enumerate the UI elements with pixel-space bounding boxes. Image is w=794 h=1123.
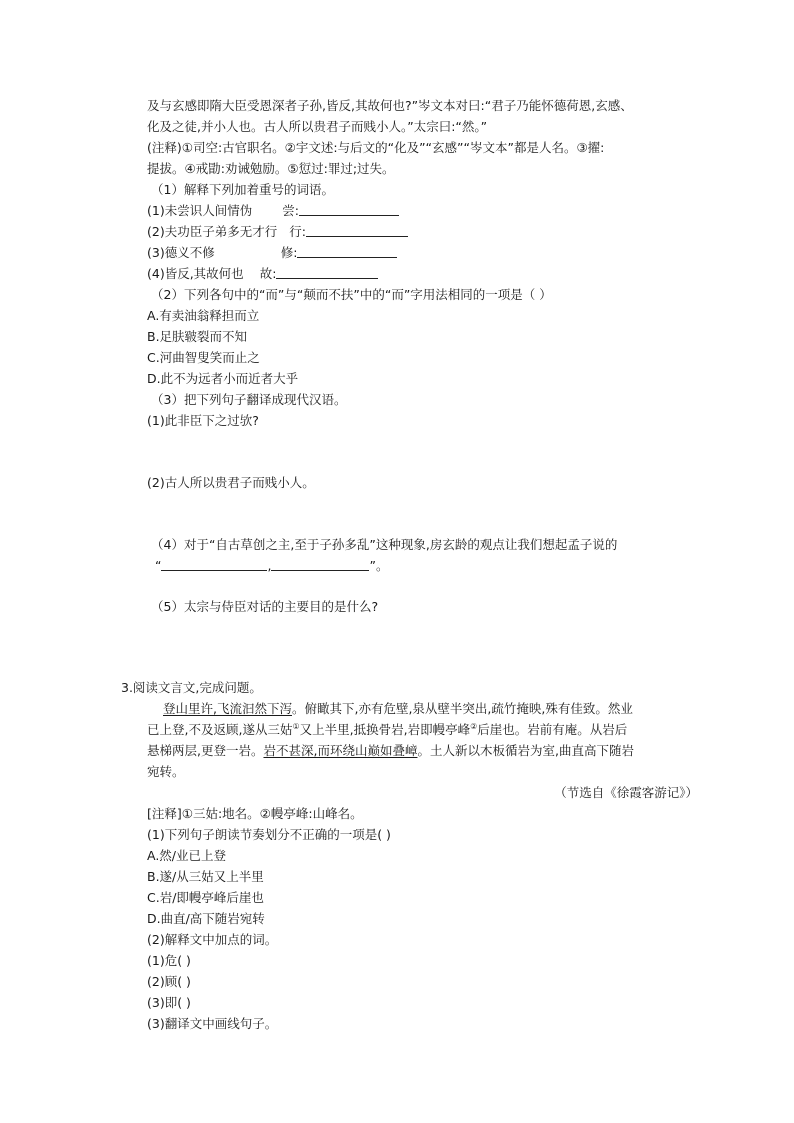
passage-text-line: 登山里许,飞流汩然下泻。俯瞰其下,亦有危壁,泉从壁半突出,疏竹掩映,殊有佳致。然业	[163, 701, 633, 716]
answer-blank[interactable]	[306, 223, 408, 237]
option-b: B.遂/从三姑又上半里	[147, 869, 264, 884]
answer-blank[interactable]	[297, 244, 397, 258]
section-heading: 3.阅读文言文,完成问题。	[121, 680, 262, 695]
option-d: D.曲直/高下随岩宛转	[147, 911, 265, 926]
option-d: D.此不为远者小而近者大乎	[147, 371, 299, 386]
question-3-2: (2)解释文中加点的词。	[147, 932, 278, 947]
translate-item: (2)古人所以贵君子而贱小人。	[147, 475, 315, 490]
question-2-3: （3）把下列句子翻译成现代汉语。	[151, 392, 347, 407]
question-2-4: （4）对于“自古草创之主,至于子孙多乱”这种现象,房玄龄的观点让我们想起孟子说的	[151, 537, 618, 552]
vocab-item: (2)夫功臣子弟多无才行 行:	[147, 222, 408, 242]
annotation-line: (注释)①司空:古官职名。②宇文述:与后文的“化及”“玄感”“岑文本”都是人名。③擢:	[147, 140, 605, 155]
option-b: B.足肤皲裂而不知	[147, 329, 248, 344]
vocab-item: (3)德义不修 修:	[147, 243, 397, 263]
underlined-sentence: 登山里许,飞流汩然下泻	[163, 701, 292, 716]
question-2-1: （1）解释下列加着重号的词语。	[151, 182, 334, 197]
passage-text-line: 化及之徒,并小人也。古人所以贵君子而贱小人。”太宗曰:“然。”	[147, 119, 488, 134]
option-a: A.然/业已上登	[147, 848, 227, 863]
answer-blank[interactable]	[161, 557, 267, 571]
option-c: C.岩/即幔亭峰后崖也	[147, 890, 264, 905]
word-item: (3)即( )	[147, 995, 191, 1010]
translate-item: (1)此非臣下之过欤?	[147, 413, 259, 428]
annotation-line: 提拔。④戒勖:劝诫勉励。⑤愆过:罪过;过失。	[147, 161, 395, 176]
underlined-sentence: 岩不甚深,而环绕山巅如叠嶂	[263, 743, 418, 758]
word-item: (1)危( )	[147, 953, 191, 968]
question-2-5: （5）太宗与侍臣对话的主要目的是什么?	[151, 599, 379, 614]
question-3-3: (3)翻译文中画线句子。	[147, 1016, 278, 1031]
answer-blank[interactable]	[299, 202, 399, 216]
passage-text-line: 宛转。	[147, 764, 185, 779]
word-item: (2)顾( )	[147, 974, 191, 989]
option-a: A.有卖油翁释担而立	[147, 308, 260, 323]
question-2-2: （2）下列各句中的“而”与“颠而不扶”中的“而”字用法相同的一项是（ ）	[151, 287, 552, 302]
answer-blank[interactable]	[276, 265, 378, 279]
source-citation: （节选自《徐霞客游记》）	[554, 785, 698, 800]
vocab-item: (4)皆反,其故何也 故:	[147, 264, 378, 284]
passage-text-line: 悬梯两层,更登一岩。岩不甚深,而环绕山巅如叠嶂。土人新以木板循岩为室,曲直高下随岩	[147, 743, 634, 758]
option-c: C.河曲智叟笑而止之	[147, 350, 260, 365]
passage-text-line: 及与玄感即隋大臣受恩深者子孙,皆反,其故何也?”岑文本对曰:“君子乃能怀德荷恩,玄感、	[147, 98, 633, 113]
annotation-line: [注释]①三姑:地名。②幔亭峰:山峰名。	[147, 806, 363, 821]
passage-text-line: 已上登,不及返顾,遂从三姑①又上半里,抵换骨岩,岩即幔亭峰②后崖也。岩前有庵。从岩后	[147, 721, 628, 737]
question-3-1: (1)下列句子朗读节奏划分不正确的一项是( )	[147, 827, 391, 842]
answer-blank[interactable]	[271, 557, 369, 571]
quote-fill-line: “ , ”。	[155, 558, 389, 573]
vocab-item: (1)未尝识人间情伪 尝:	[147, 201, 399, 221]
